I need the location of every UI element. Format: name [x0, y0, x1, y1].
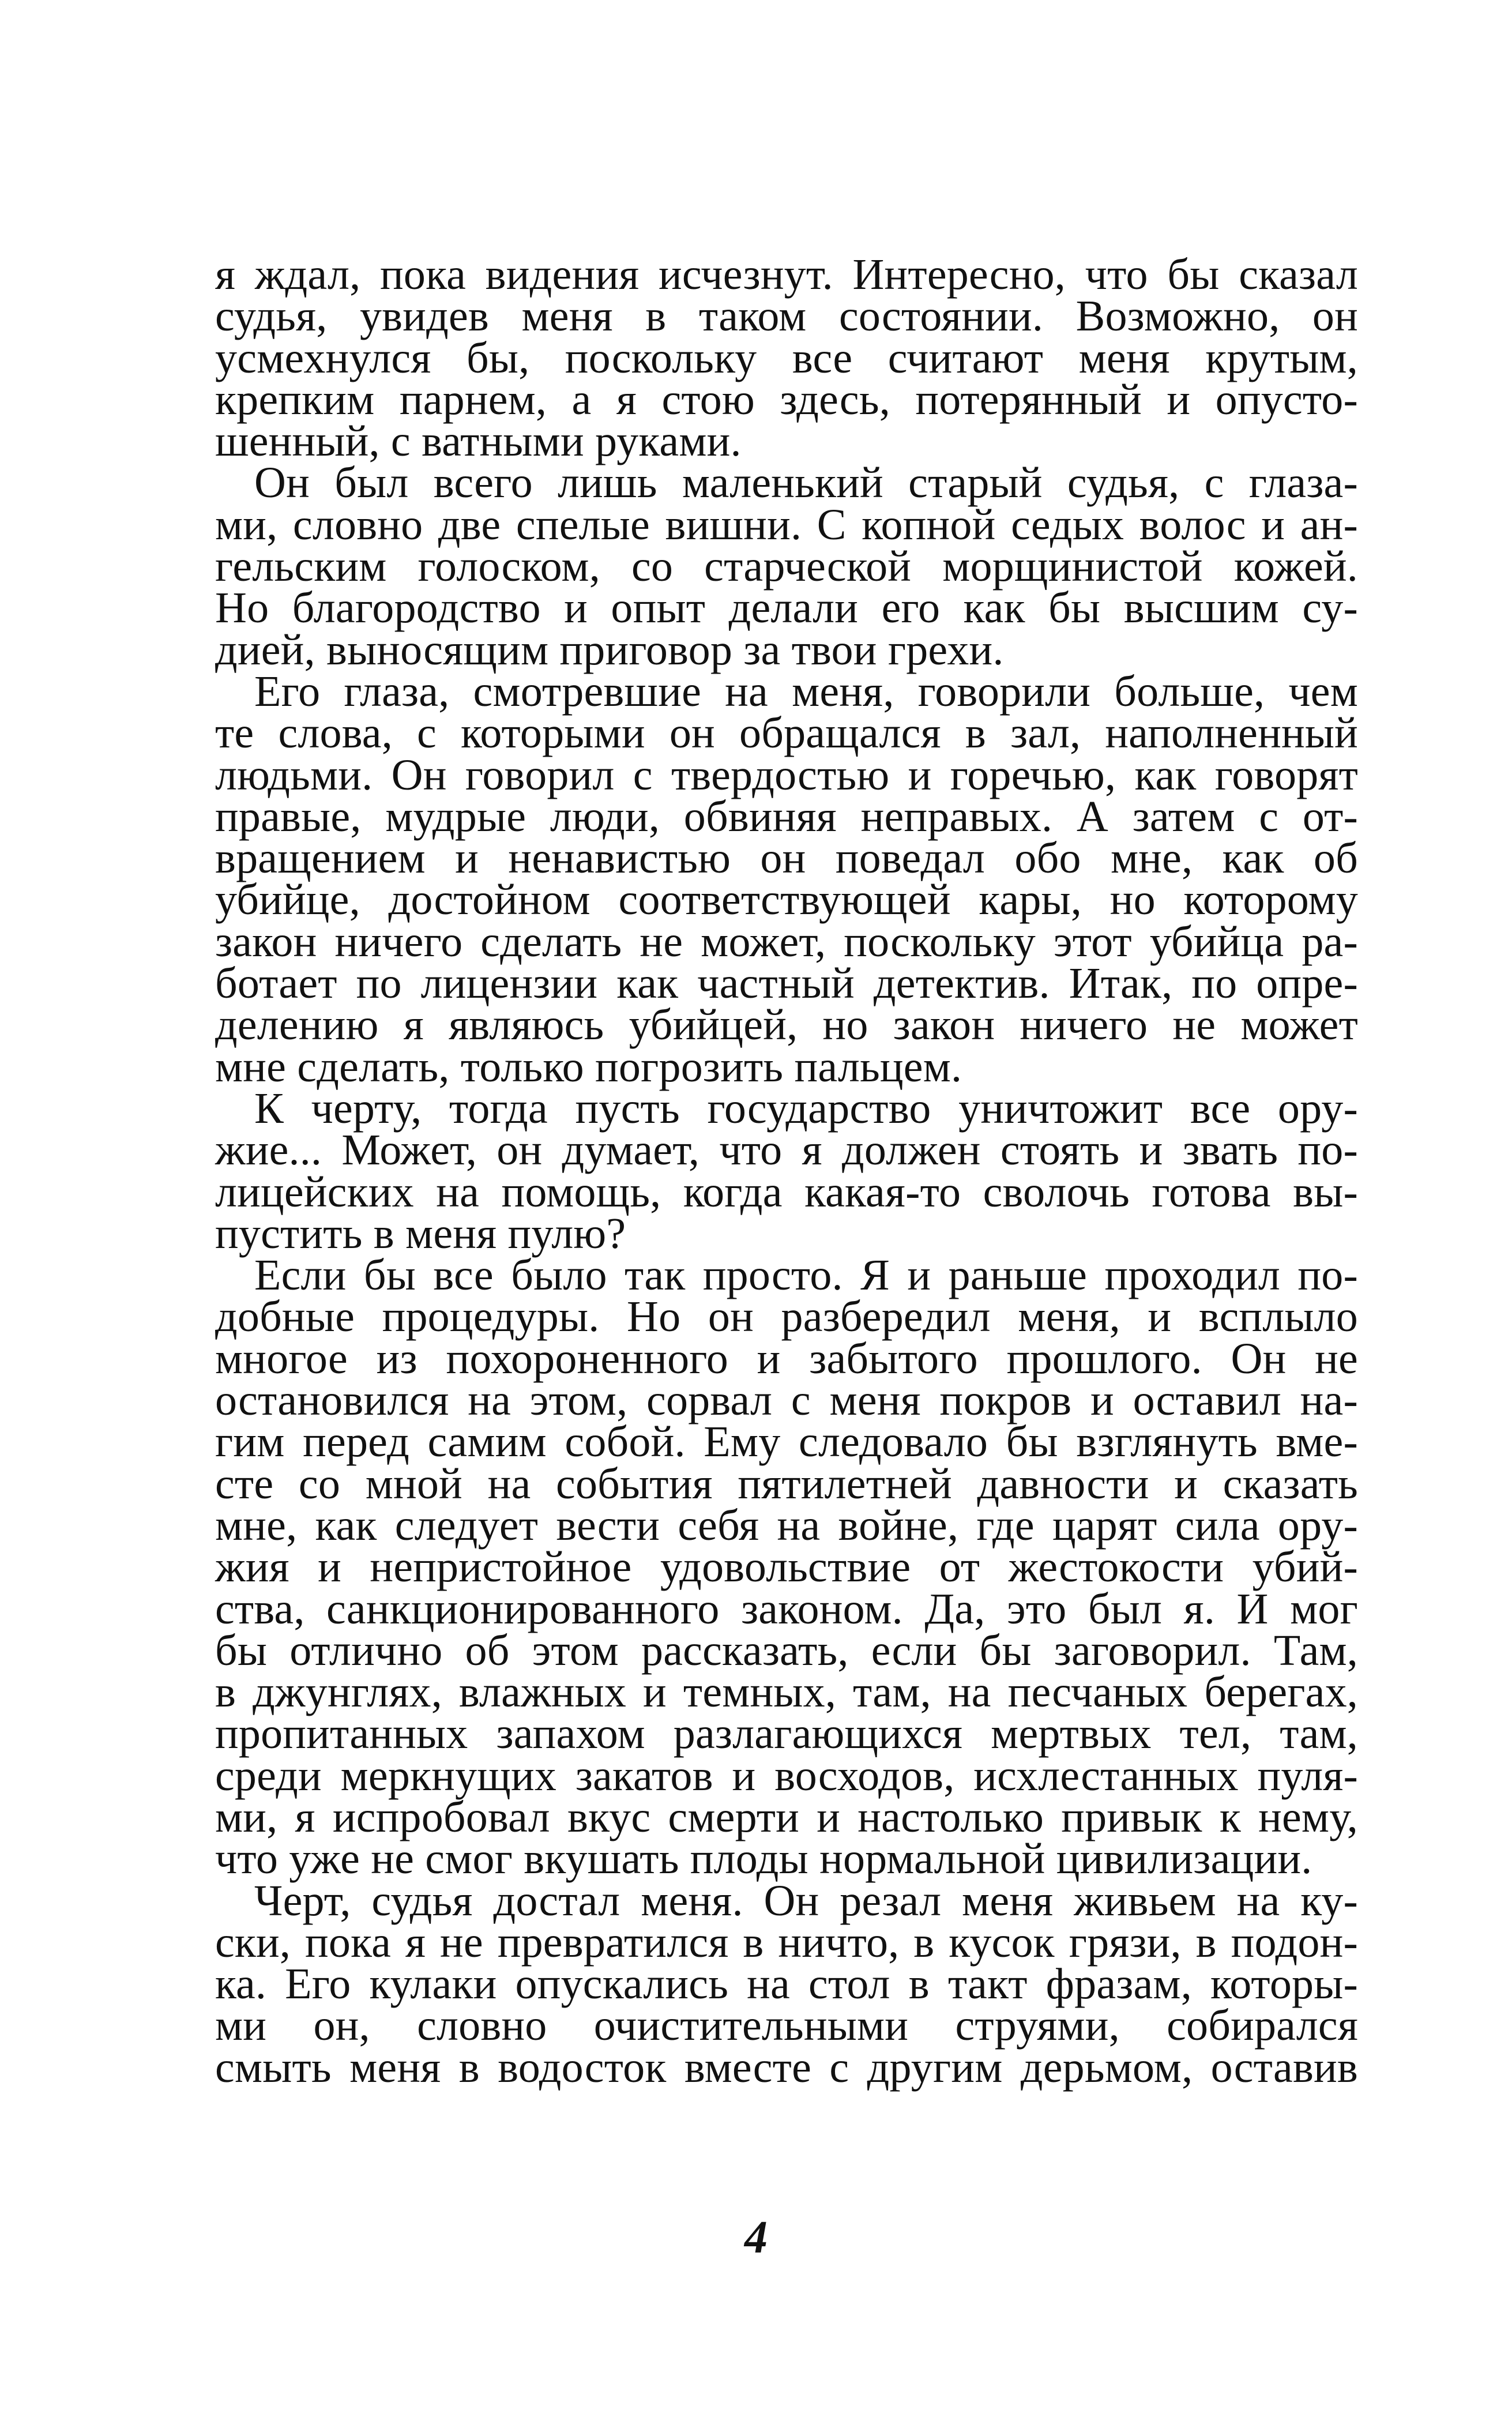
text-line: Он был всего лишь маленький старый судья, с глаза-: [254, 458, 1358, 508]
text-line: бы отлично об этом рассказать, если бы заговорил. Там,: [215, 1626, 1358, 1675]
text-line: смыть меня в водосток вместе с другим дерьмом, оставив: [215, 2043, 1358, 2092]
text-line: мне, как следует вести себя на войне, где царят сила ору-: [215, 1501, 1358, 1550]
text-line: ми, я испробовал вкус смерти и настолько привык к нему,: [215, 1792, 1358, 1841]
text-line: мне сделать, только погрозить пальцем.: [215, 1042, 962, 1091]
paragraph: [215, 250, 1358, 466]
text-line: остановился на этом, сорвал с меня покров и оставил на-: [215, 1376, 1358, 1425]
paragraph: [215, 458, 1358, 674]
text-line: делению я являюсь убийцей, но закон ничего не может: [215, 1001, 1358, 1050]
paragraph: [215, 1084, 1358, 1258]
text-line: усмехнулся бы, поскольку все считают меня крутым,: [215, 333, 1358, 382]
text-line: Если бы все было так просто. Я и раньше проходил по-: [254, 1251, 1358, 1300]
text-line: те слова, с которыми он обращался в зал, наполненный: [215, 709, 1358, 758]
text-line: в джунглях, влажных и темных, там, на песчаных берегах,: [215, 1668, 1358, 1717]
text-line: гельским голоском, со старческой морщинистой кожей.: [215, 542, 1358, 591]
text-line: закон ничего сделать не может, поскольку этот убийца ра-: [215, 917, 1358, 966]
text-line: ми он, словно очистительными струями, собирался: [215, 2001, 1358, 2050]
text-line: дией, выносящим приговор за твои грехи.: [215, 625, 1004, 674]
text-line: правые, мудрые люди, обвиняя неправых. А затем с от-: [215, 792, 1358, 841]
text-line: лицейских на помощь, когда какая-то сволочь готова вы-: [215, 1167, 1358, 1216]
text-line: убийце, достойном соответствующей кары, но которому: [215, 875, 1358, 924]
text-line: крепким парнем, а я стою здесь, потерянный и опусто-: [215, 375, 1358, 424]
text-line: шенный, с ватными руками.: [215, 417, 742, 466]
text-line: К черту, тогда пусть государство уничтожит все ору-: [254, 1084, 1358, 1133]
text-line: многое из похороненного и забытого прошлого. Он не: [215, 1334, 1358, 1383]
text-line: Черт, судья достал меня. Он резал меня живьем на ку-: [254, 1876, 1358, 1925]
text-line: ства, санкционированного законом. Да, это был я. И мог: [215, 1584, 1358, 1633]
text-line: ка. Его кулаки опускались на стол в такт фразам, которы-: [215, 1960, 1358, 2009]
text-line: пропитанных запахом разлагающихся мертвых тел, там,: [215, 1709, 1358, 1758]
paragraph: [215, 1251, 1358, 1884]
text-line: гим перед самим собой. Ему следовало бы взглянуть вме-: [215, 1418, 1358, 1467]
text-line: пустить в меня пулю?: [215, 1209, 626, 1258]
text-line: жие... Может, он думает, что я должен стоять и звать по-: [215, 1126, 1358, 1175]
body-text: [215, 250, 1358, 2092]
page-number: 4: [744, 2212, 768, 2263]
text-line: вращением и ненавистью он поведал обо мне, как об: [215, 834, 1358, 883]
text-line: судья, увидев меня в таком состоянии. Возможно, он: [215, 292, 1358, 341]
text-line: людьми. Он говорил с твердостью и горечью, как говорят: [215, 750, 1358, 799]
text-line: ми, словно две спелые вишни. С копной седых волос и ан-: [215, 500, 1358, 549]
text-line: я ждал, пока видения исчезнут. Интересно, что бы сказал: [215, 250, 1358, 299]
text-line: сте со мной на события пятилетней давности и сказать: [215, 1459, 1358, 1508]
text-line: ски, пока я не превратился в ничто, в кусок грязи, в подон-: [215, 1918, 1358, 1967]
text-line: добные процедуры. Но он разбередил меня, и всплыло: [215, 1292, 1358, 1341]
paragraph: [215, 667, 1358, 1091]
text-line: среди меркнущих закатов и восходов, исхлестанных пуля-: [215, 1751, 1358, 1800]
paragraph: [215, 1876, 1358, 2092]
text-line: ботает по лицензии как частный детектив. Итак, по опре-: [215, 959, 1358, 1008]
text-line: Но благородство и опыт делали его как бы высшим су-: [215, 584, 1358, 633]
text-line: жия и непристойное удовольствие от жестокости убий-: [215, 1543, 1358, 1592]
text-line: что уже не смог вкушать плоды нормальной цивилизации.: [215, 1835, 1312, 1884]
text-line: Его глаза, смотревшие на меня, говорили больше, чем: [254, 667, 1358, 716]
